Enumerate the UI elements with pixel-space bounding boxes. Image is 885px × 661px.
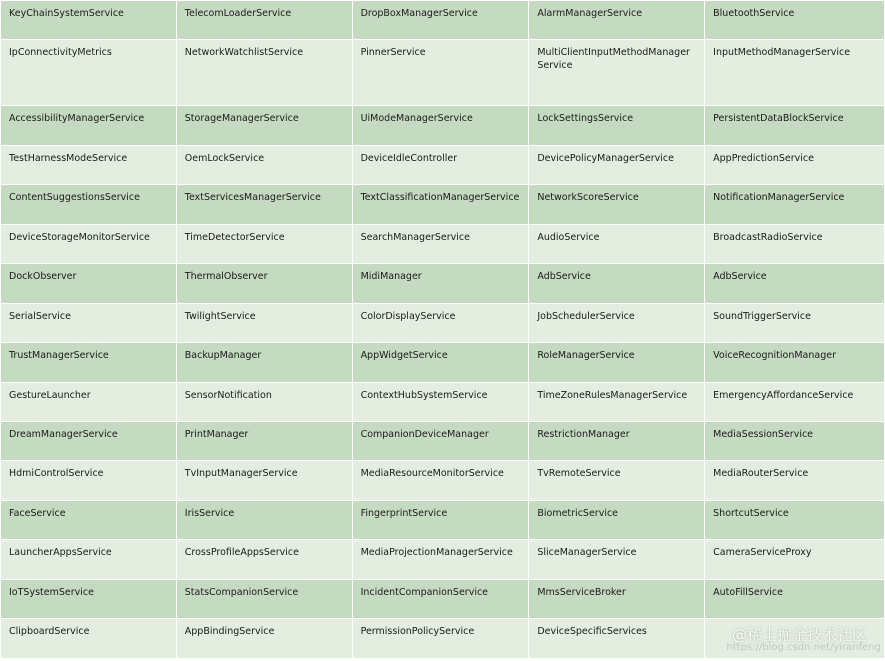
table-cell: MediaProjectionManagerService bbox=[353, 540, 529, 578]
table-cell: RestrictionManager bbox=[529, 422, 704, 460]
table-cell: NetworkScoreService bbox=[529, 185, 704, 223]
table-cell: TimeDetectorService bbox=[177, 225, 352, 263]
table-cell: NotificationManagerService bbox=[705, 185, 884, 223]
table-cell: PrintManager bbox=[177, 422, 352, 460]
table-cell: KeyChainSystemService bbox=[1, 1, 176, 39]
table-row bbox=[1, 343, 884, 381]
table-cell: AdbService bbox=[529, 264, 704, 302]
table-cell: TrustManagerService bbox=[1, 343, 176, 381]
table-cell: AppBindingService bbox=[177, 619, 352, 658]
table-cell: IpConnectivityMetrics bbox=[1, 40, 176, 105]
table-row bbox=[1, 383, 884, 421]
table-cell: IrisService bbox=[177, 501, 352, 539]
table-cell: BiometricService bbox=[529, 501, 704, 539]
table-row bbox=[1, 146, 884, 184]
table-cell: DeviceSpecificServices bbox=[529, 619, 704, 658]
watermark-text: @稀土掘金技术社区 bbox=[731, 626, 867, 644]
table-cell: IoTSystemService bbox=[1, 580, 176, 618]
table-cell: JobSchedulerService bbox=[529, 304, 704, 342]
table-row bbox=[1, 580, 884, 618]
table-cell: PinnerService bbox=[353, 40, 529, 105]
table-row bbox=[1, 40, 884, 105]
table-cell: TwilightService bbox=[177, 304, 352, 342]
table-row bbox=[1, 422, 884, 460]
table-cell: AudioService bbox=[529, 225, 704, 263]
table-cell: LockSettingsService bbox=[529, 106, 704, 144]
table-cell: LauncherAppsService bbox=[1, 540, 176, 578]
table-cell: CrossProfileAppsService bbox=[177, 540, 352, 578]
table-cell: BroadcastRadioService bbox=[705, 225, 884, 263]
table-cell: ContextHubSystemService bbox=[353, 383, 529, 421]
table-cell: DevicePolicyManagerService bbox=[529, 146, 704, 184]
table-row bbox=[1, 106, 884, 144]
table-cell: MediaResourceMonitorService bbox=[353, 461, 529, 499]
table-cell: UiModeManagerService bbox=[353, 106, 529, 144]
table-cell: AdbService bbox=[705, 264, 884, 302]
watermark-url: https://blog.csdn.net/yiranfeng bbox=[726, 642, 881, 653]
table-cell: TelecomLoaderService bbox=[177, 1, 352, 39]
table-cell: RoleManagerService bbox=[529, 343, 704, 381]
table-row bbox=[1, 1, 884, 39]
table-cell: FaceService bbox=[1, 501, 176, 539]
table-cell: MidiManager bbox=[353, 264, 529, 302]
table-cell: VoiceRecognitionManager bbox=[705, 343, 884, 381]
table-cell: IncidentCompanionService bbox=[353, 580, 529, 618]
table-row bbox=[1, 540, 884, 578]
table-cell: ShortcutService bbox=[705, 501, 884, 539]
table-row bbox=[1, 501, 884, 539]
table-cell: AppPredictionService bbox=[705, 146, 884, 184]
table-cell: AppWidgetService bbox=[353, 343, 529, 381]
table-cell: MediaSessionService bbox=[705, 422, 884, 460]
table-cell: SliceManagerService bbox=[529, 540, 704, 578]
table-cell: SensorNotification bbox=[177, 383, 352, 421]
table-cell: SerialService bbox=[1, 304, 176, 342]
table-cell: BluetoothService bbox=[705, 1, 884, 39]
table-cell: ClipboardService bbox=[1, 619, 176, 658]
table-row bbox=[1, 304, 884, 342]
table-cell: MediaRouterService bbox=[705, 461, 884, 499]
table-cell: TvRemoteService bbox=[529, 461, 704, 499]
table-cell bbox=[705, 619, 884, 658]
table-cell: OemLockService bbox=[177, 146, 352, 184]
table-row bbox=[1, 225, 884, 263]
table-cell: DeviceStorageMonitorService bbox=[1, 225, 176, 263]
table-cell: StatsCompanionService bbox=[177, 580, 352, 618]
table-cell: DropBoxManagerService bbox=[353, 1, 529, 39]
services-table-body bbox=[1, 1, 884, 658]
table-row bbox=[1, 185, 884, 223]
table-cell: InputMethodManagerService bbox=[705, 40, 884, 105]
table-cell: AutoFillService bbox=[705, 580, 884, 618]
table-cell: ThermalObserver bbox=[177, 264, 352, 302]
table-cell: CompanionDeviceManager bbox=[353, 422, 529, 460]
table-cell: TextServicesManagerService bbox=[177, 185, 352, 223]
table-cell: ContentSuggestionsService bbox=[1, 185, 176, 223]
table-cell: PermissionPolicyService bbox=[353, 619, 529, 658]
table-cell: StorageManagerService bbox=[177, 106, 352, 144]
table-cell: EmergencyAffordanceService bbox=[705, 383, 884, 421]
table-cell: GestureLauncher bbox=[1, 383, 176, 421]
table-row bbox=[1, 264, 884, 302]
table-row bbox=[1, 461, 884, 499]
table-cell: DeviceIdleController bbox=[353, 146, 529, 184]
table-cell: SearchManagerService bbox=[353, 225, 529, 263]
table-cell: AlarmManagerService bbox=[529, 1, 704, 39]
table-cell: MultiClientInputMethodManager Service bbox=[529, 40, 704, 105]
table-cell: PersistentDataBlockService bbox=[705, 106, 884, 144]
table-cell: FingerprintService bbox=[353, 501, 529, 539]
table-cell: BackupManager bbox=[177, 343, 352, 381]
table-cell: TvInputManagerService bbox=[177, 461, 352, 499]
table-cell: CameraServiceProxy bbox=[705, 540, 884, 578]
table-cell: MmsServiceBroker bbox=[529, 580, 704, 618]
table-cell: ColorDisplayService bbox=[353, 304, 529, 342]
table-cell: SoundTriggerService bbox=[705, 304, 884, 342]
table-cell: AccessibilityManagerService bbox=[1, 106, 176, 144]
table-cell: TestHarnessModeService bbox=[1, 146, 176, 184]
table-cell: NetworkWatchlistService bbox=[177, 40, 352, 105]
table-row bbox=[1, 619, 884, 658]
table-cell: TextClassificationManagerService bbox=[353, 185, 529, 223]
table-cell: DreamManagerService bbox=[1, 422, 176, 460]
table-cell: DockObserver bbox=[1, 264, 176, 302]
table-cell: TimeZoneRulesManagerService bbox=[529, 383, 704, 421]
table-cell: HdmiControlService bbox=[1, 461, 176, 499]
